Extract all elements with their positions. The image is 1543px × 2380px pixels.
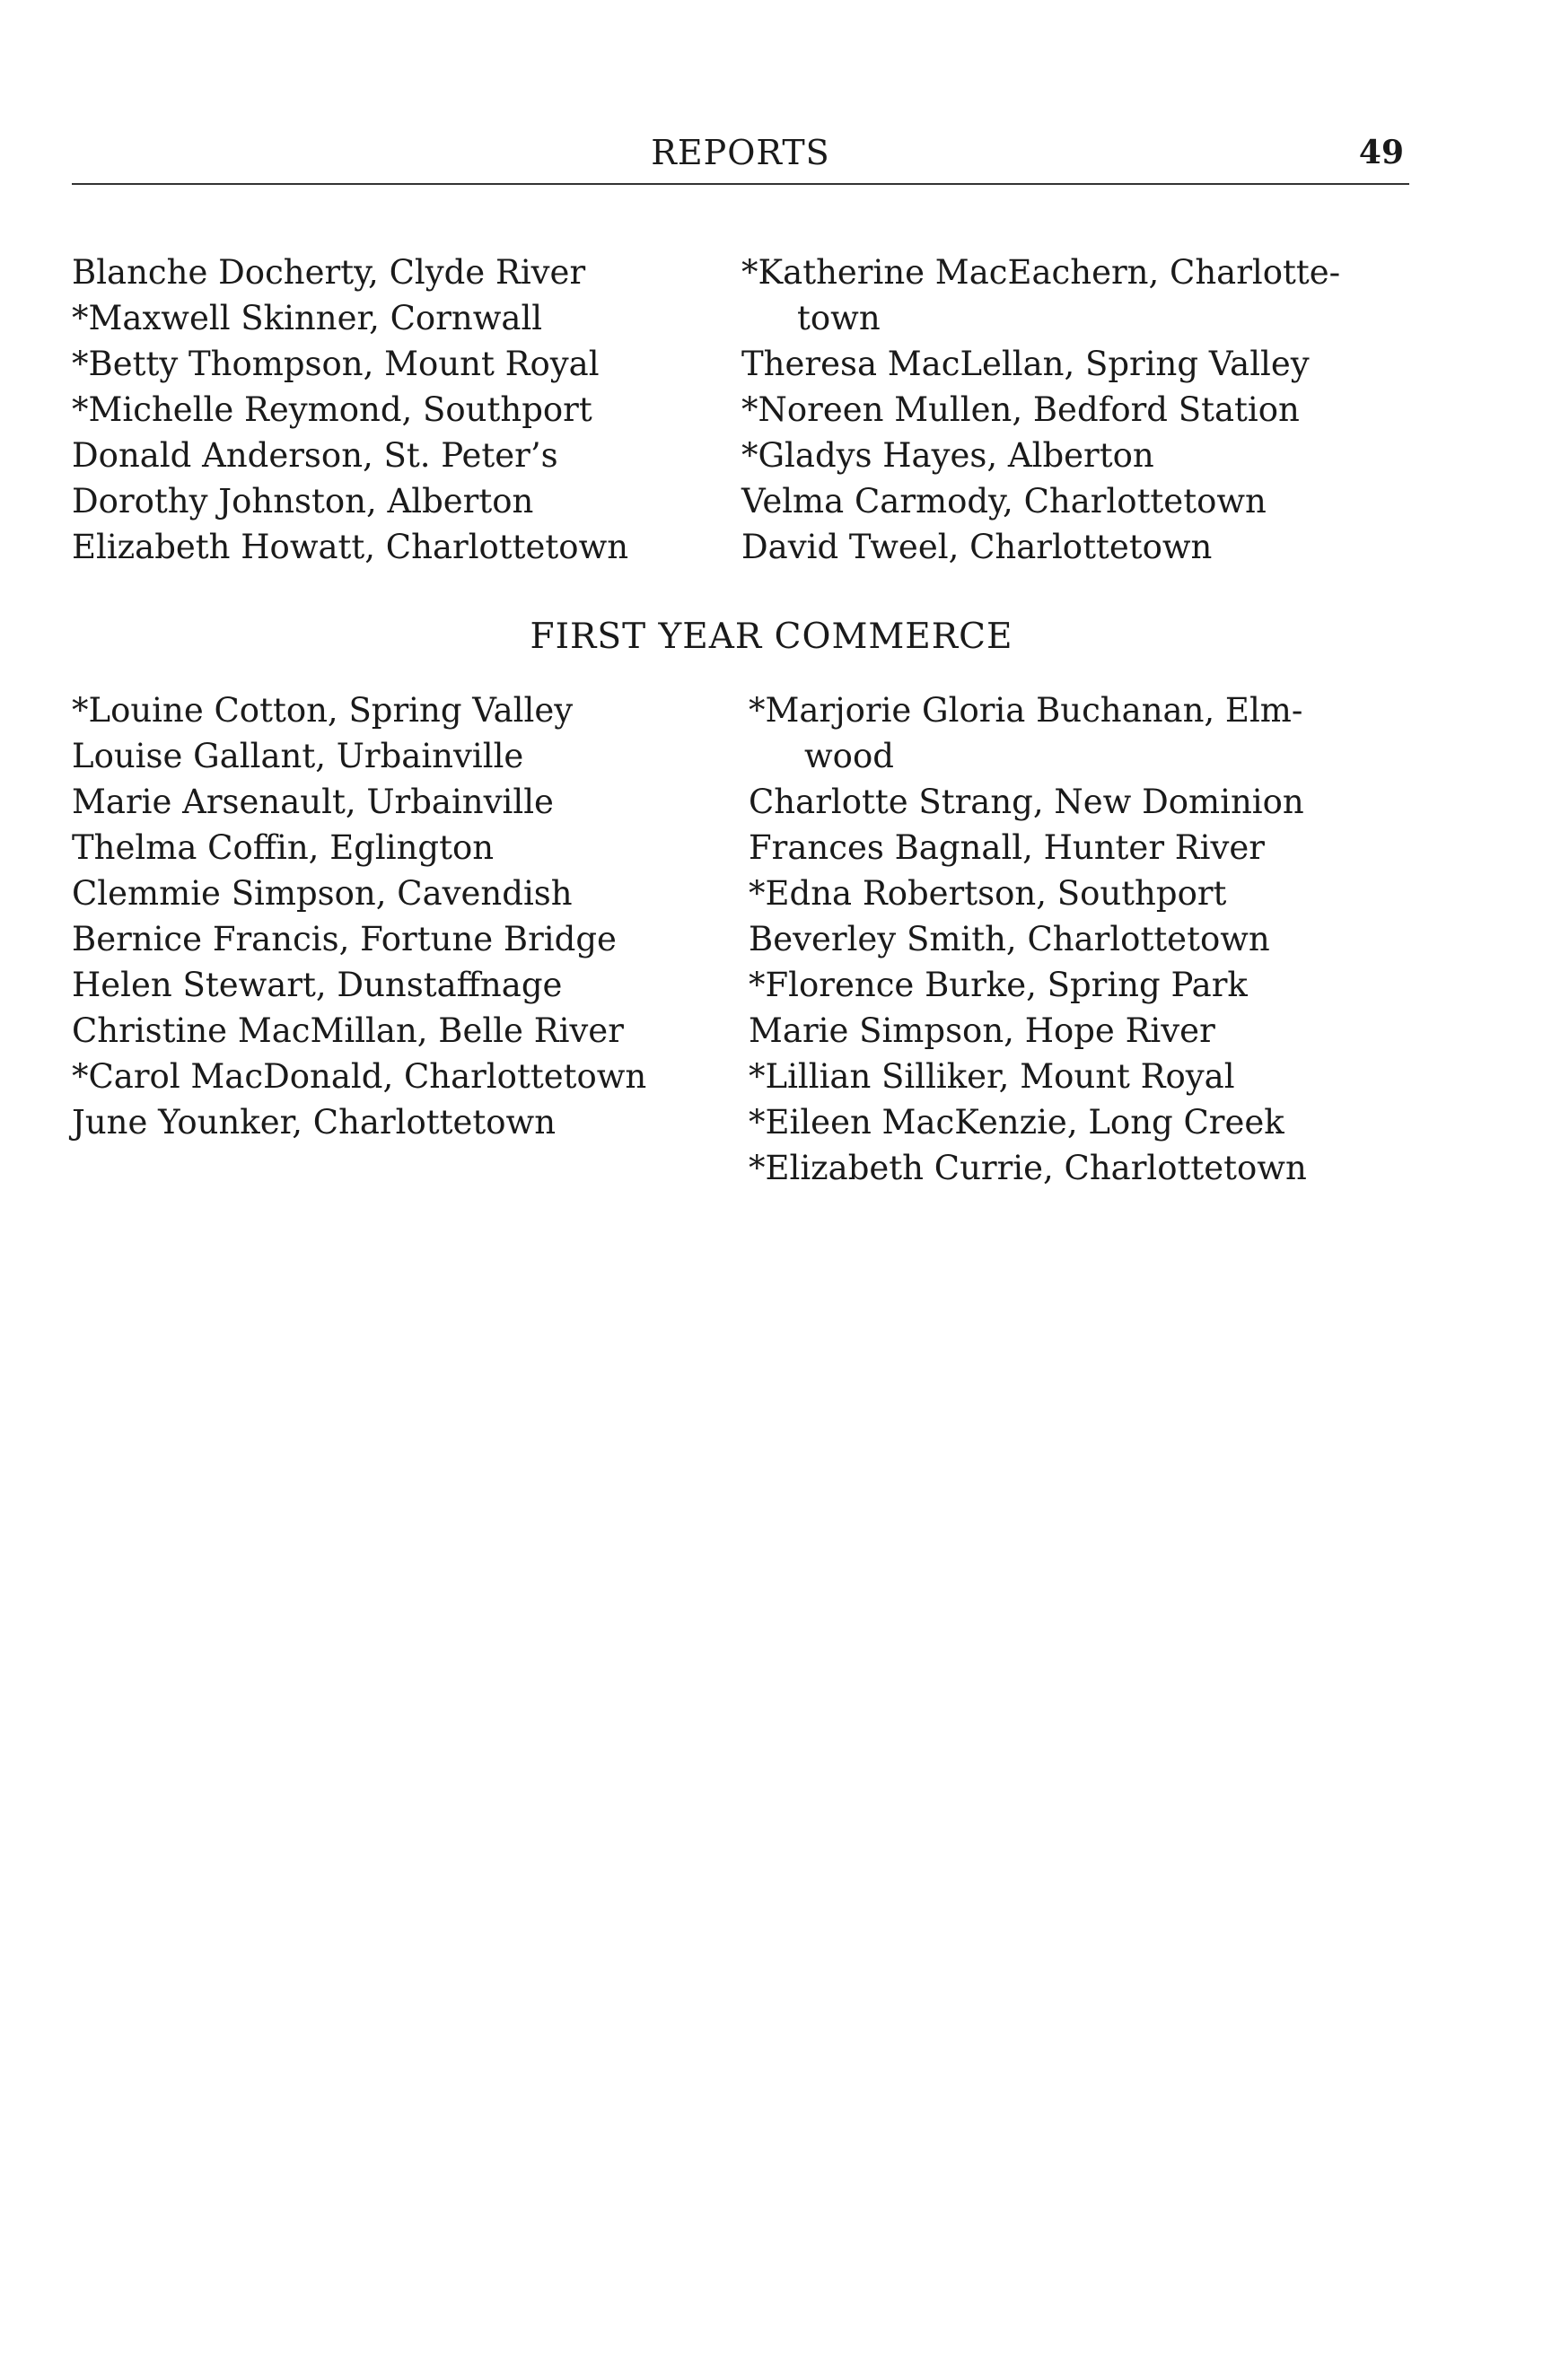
list-item: *Lillian Silliker, Mount Royal: [749, 1057, 1235, 1096]
list-item: *Elizabeth Currie, Charlottetown: [749, 1149, 1307, 1187]
list-item-continuation: town: [797, 299, 881, 337]
list-item: June Younker, Charlottetown: [72, 1103, 557, 1142]
list-item: Bernice Francis, Fortune Bridge: [72, 920, 617, 958]
list-item: Thelma Coffin, Eglington: [72, 828, 495, 867]
list-item: Theresa MacLellan, Spring Valley: [741, 345, 1310, 383]
list-item: *Florence Burke, Spring Park: [749, 966, 1248, 1004]
list-item: Charlotte Strang, New Dominion: [749, 783, 1304, 821]
list-item: Marie Arsenault, Urbainville: [72, 783, 554, 821]
list-item: *Noreen Mullen, Bedford Station: [741, 390, 1300, 429]
list-item-line: *Katherine MacEachern, Charlotte-: [741, 253, 1341, 292]
list-item-line: *Marjorie Gloria Buchanan, Elm-: [749, 691, 1303, 730]
list-item: [741, 249, 1388, 341]
section2-right-column: [749, 687, 1395, 1191]
list-item: Louise Gallant, Urbainville: [72, 737, 524, 775]
list-item: *Michelle Reymond, Southport: [72, 390, 592, 429]
list-item: Helen Stewart, Dunstaffnage: [72, 966, 563, 1004]
page-number: 49: [1358, 134, 1404, 171]
list-item: Clemmie Simpson, Cavendish: [72, 874, 573, 913]
running-header: [72, 135, 1409, 185]
list-item: Beverley Smith, Charlottetown: [749, 920, 1270, 958]
list-item: Donald Anderson, St. Peter’s: [72, 436, 558, 475]
section-heading: FIRST YEAR COMMERCE: [530, 617, 1013, 657]
list-item: *Edna Robertson, Southport: [749, 874, 1227, 913]
list-item: Elizabeth Howatt, Charlottetown: [72, 528, 629, 566]
list-item: *Eileen MacKenzie, Long Creek: [749, 1103, 1284, 1142]
list-item: [749, 687, 1395, 779]
list-item: *Louine Cotton, Spring Valley: [72, 691, 574, 730]
list-item: Marie Simpson, Hope River: [749, 1011, 1215, 1050]
list-item: Velma Carmody, Charlottetown: [741, 482, 1267, 521]
list1-left-column: [72, 249, 718, 570]
list-item: Blanche Docherty, Clyde River: [72, 253, 586, 292]
list-item: *Betty Thompson, Mount Royal: [72, 345, 600, 383]
list-item: Dorothy Johnston, Alberton: [72, 482, 534, 521]
list1-right-column: [741, 249, 1388, 570]
list-item: *Maxwell Skinner, Cornwall: [72, 299, 543, 337]
running-title: REPORTS: [651, 133, 830, 172]
list-item: *Gladys Hayes, Alberton: [741, 436, 1154, 475]
list-item: *Carol MacDonald, Charlottetown: [72, 1057, 647, 1096]
list-item: David Tweel, Charlottetown: [741, 528, 1213, 566]
section2-left-column: [72, 687, 718, 1145]
list-item-continuation: wood: [804, 737, 894, 775]
list-item: Christine MacMillan, Belle River: [72, 1011, 624, 1050]
list-item: Frances Bagnall, Hunter River: [749, 828, 1265, 867]
